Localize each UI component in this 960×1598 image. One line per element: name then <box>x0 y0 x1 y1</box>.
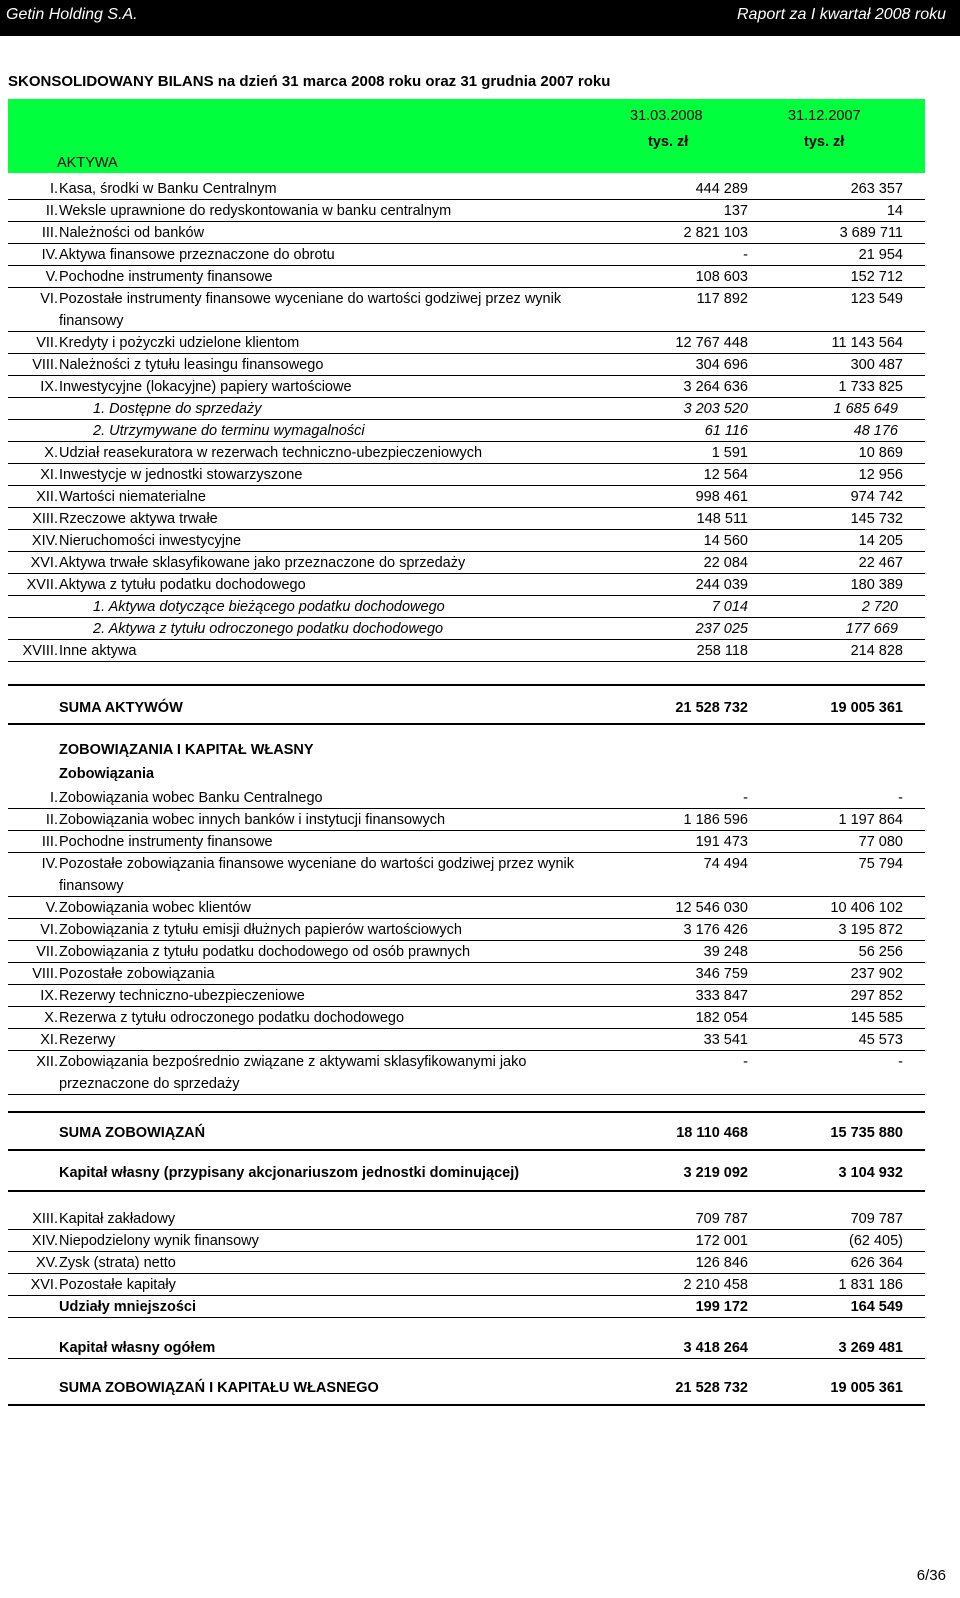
row-number: XIV. <box>31 1233 58 1249</box>
row-value-2007: 152 712 <box>850 269 903 285</box>
total-assets-row <box>8 697 925 719</box>
row-number: XVII. <box>26 577 58 593</box>
row-value-2008: 1 591 <box>711 445 748 461</box>
table-row <box>8 354 925 376</box>
row-label: Kapitał własny ogółem <box>59 1340 216 1356</box>
row-label: Zobowiązania z tytułu emisji dłużnych papierów wartościowych <box>59 922 462 938</box>
row-value-2007: 56 256 <box>858 944 903 960</box>
row-value-2008: 137 <box>723 203 748 219</box>
row-value-2008: 3 418 264 <box>683 1340 748 1356</box>
row-label: Pochodne instrumenty finansowe <box>59 269 273 285</box>
row-value-2007: - <box>898 790 903 806</box>
row-number: VII. <box>36 944 58 960</box>
row-value-2008: 172 001 <box>695 1233 748 1249</box>
row-value-2008: 182 054 <box>695 1010 748 1026</box>
row-label: Inne aktywa <box>59 643 137 659</box>
row-value-2007: 2 720 <box>861 599 898 615</box>
page-title: SKONSOLIDOWANY BILANS na dzień 31 marca 2008 roku oraz 31 grudnia 2007 roku <box>8 73 611 90</box>
table-row <box>8 464 925 486</box>
row-number: XIII. <box>32 1211 58 1227</box>
row-value-2008: 12 564 <box>703 467 748 483</box>
table-row <box>8 787 925 809</box>
table-row <box>8 941 925 963</box>
row-value-2008: 3 203 520 <box>683 401 748 417</box>
separator <box>8 1190 925 1192</box>
table-row <box>8 831 925 853</box>
table-row <box>8 420 925 442</box>
table-row <box>8 244 925 266</box>
row-number: X. <box>44 1010 58 1026</box>
row-label: Zobowiązania z tytułu podatku dochodowego od osób prawnych <box>59 944 471 960</box>
row-value-2007: 14 205 <box>858 533 903 549</box>
row-label: Pozostałe kapitały <box>59 1277 176 1293</box>
row-label: 2. Utrzymywane do terminu wymagalności <box>93 423 365 439</box>
row-value-2007: 164 549 <box>850 1299 903 1315</box>
row-value-2008: 199 172 <box>695 1299 748 1315</box>
table-row <box>8 486 925 508</box>
row-label: 2. Aktywa z tytułu odroczonego podatku dochodowego <box>93 621 444 637</box>
row-number: IV. <box>41 856 58 872</box>
row-number: I. <box>49 790 58 806</box>
row-value-2007: 123 549 <box>850 291 903 307</box>
row-label: Rzeczowe aktywa trwałe <box>59 511 218 527</box>
row-number: IX. <box>40 988 58 1004</box>
row-number: XVI. <box>30 1277 58 1293</box>
row-label: Wartości niematerialne <box>59 489 206 505</box>
table-row <box>8 508 925 530</box>
row-label: Weksle uprawnione do redyskontowania w banku centralnym <box>59 203 452 219</box>
row-value-2008: 333 847 <box>695 988 748 1004</box>
table-row <box>8 288 925 332</box>
row-number: XIV. <box>31 533 58 549</box>
table-row <box>8 266 925 288</box>
row-label: Udziały mniejszości <box>59 1299 196 1315</box>
row-number: IX. <box>40 379 58 395</box>
row-label: Kapitał własny (przypisany akcjonariuszom jednostki dominującej) <box>59 1165 520 1181</box>
table-row <box>8 919 925 941</box>
row-value-2007: 974 742 <box>850 489 903 505</box>
row-value-2007: 45 573 <box>858 1032 903 1048</box>
row-value-2008: 14 560 <box>703 533 748 549</box>
row-number: XII. <box>36 489 58 505</box>
row-label: Kredyty i pożyczki udzielone klientom <box>59 335 300 351</box>
row-label: Aktywa finansowe przeznaczone do obrotu <box>59 247 335 263</box>
table-row <box>8 1252 925 1274</box>
row-value-2007: 1 733 825 <box>838 379 903 395</box>
row-number: VIII. <box>32 966 58 982</box>
row-number: II. <box>45 203 58 219</box>
row-number: VI. <box>40 922 58 938</box>
table-row <box>8 1029 925 1051</box>
row-label: Zobowiązania wobec klientów <box>59 900 251 916</box>
row-value-2007: 626 364 <box>850 1255 903 1271</box>
row-value-2007: 14 <box>886 203 903 219</box>
row-value-2007: - <box>898 1054 903 1070</box>
row-value-2008: 2 821 103 <box>683 225 748 241</box>
row-label: Inwestycje w jednostki stowarzyszone <box>59 467 303 483</box>
row-value-2007: 300 487 <box>850 357 903 373</box>
row-value-2008: 61 116 <box>704 423 748 439</box>
table-row <box>8 1051 925 1095</box>
row-value-2007: 214 828 <box>850 643 903 659</box>
row-label: Pochodne instrumenty finansowe <box>59 834 273 850</box>
row-label: 1. Aktywa dotyczące bieżącego podatku dochodowego <box>93 599 445 615</box>
row-label: Należności od banków <box>59 225 205 241</box>
row-label: Kasa, środki w Banku Centralnym <box>59 181 277 197</box>
table-row <box>8 442 925 464</box>
page-header <box>0 0 960 36</box>
table-row <box>8 596 925 618</box>
row-value-2007: 3 195 872 <box>838 922 903 938</box>
table-row <box>8 1274 925 1296</box>
separator <box>8 723 925 725</box>
row-value-2008: - <box>743 1054 748 1070</box>
row-value-2007: 12 956 <box>858 467 903 483</box>
grand-total-row <box>8 1377 925 1399</box>
row-number: X. <box>44 445 58 461</box>
row-value-2008: 3 219 092 <box>683 1165 748 1181</box>
liabilities-subheading: Zobowiązania <box>59 766 155 782</box>
equity-parent-row <box>8 1162 925 1184</box>
row-value-2007: 15 735 880 <box>830 1125 903 1141</box>
table-row <box>8 985 925 1007</box>
table-row <box>8 640 925 662</box>
company-name: Getin Holding S.A. <box>6 6 138 23</box>
row-value-2008: 148 511 <box>696 511 748 527</box>
col2-date: 31.12.2007 <box>788 108 861 124</box>
row-value-2008: 108 603 <box>695 269 748 285</box>
row-value-2007: 3 269 481 <box>838 1340 903 1356</box>
row-label: Aktywa z tytułu podatku dochodowego <box>59 577 306 593</box>
row-value-2007: 180 389 <box>850 577 903 593</box>
row-value-2007: 297 852 <box>850 988 903 1004</box>
liabilities-heading: ZOBOWIĄZANIA I KAPITAŁ WŁASNY <box>59 742 314 758</box>
row-value-2008: - <box>743 247 748 263</box>
table-row <box>8 853 925 897</box>
row-number: V. <box>45 269 58 285</box>
row-label: Rezerwy <box>59 1032 116 1048</box>
row-label: Zobowiązania wobec innych banków i instytucji finansowych <box>59 812 446 828</box>
row-label: Udział reasekuratora w rezerwach techniczno-ubezpieczeniowych <box>59 445 483 461</box>
row-number: VII. <box>36 335 58 351</box>
table-row <box>8 552 925 574</box>
row-value-2008: 21 528 732 <box>675 1380 748 1396</box>
row-value-2007: 145 585 <box>850 1010 903 1026</box>
row-label: Zobowiązania wobec Banku Centralnego <box>59 790 323 806</box>
row-number: VI. <box>40 291 58 307</box>
row-number: III. <box>41 834 58 850</box>
col2-unit: tys. zł <box>804 134 845 150</box>
separator <box>8 1111 925 1113</box>
row-label: Pozostałe zobowiązania <box>59 966 215 982</box>
separator <box>8 1149 925 1151</box>
row-value-2008: 33 541 <box>703 1032 748 1048</box>
row-value-2008: 126 846 <box>695 1255 748 1271</box>
table-row <box>8 1007 925 1029</box>
row-value-2008: 7 014 <box>711 599 748 615</box>
row-value-2008: - <box>743 790 748 806</box>
row-number: IV. <box>41 247 58 263</box>
row-number: XII. <box>36 1054 58 1070</box>
row-label: Należności z tytułu leasingu finansowego <box>59 357 324 373</box>
col1-unit: tys. zł <box>648 134 689 150</box>
row-number: XI. <box>40 1032 58 1048</box>
table-row <box>8 398 925 420</box>
row-value-2007: 48 176 <box>853 423 898 439</box>
row-value-2008: 237 025 <box>695 621 748 637</box>
row-value-2007: 177 669 <box>845 621 898 637</box>
row-number: V. <box>45 900 58 916</box>
row-label: Niepodzielony wynik finansowy <box>59 1233 259 1249</box>
row-value-2007: 1 197 864 <box>838 812 903 828</box>
col1-date: 31.03.2008 <box>630 108 703 124</box>
row-value-2008: 2 210 458 <box>683 1277 748 1293</box>
table-row <box>8 1208 925 1230</box>
row-label: Rezerwy techniczno-ubezpieczeniowe <box>59 988 305 1004</box>
table-row <box>8 222 925 244</box>
assets-heading: AKTYWA <box>57 155 118 171</box>
row-value-2008: 117 892 <box>696 291 748 307</box>
row-value-2008: 304 696 <box>695 357 748 373</box>
row-value-2007: 75 794 <box>858 856 903 872</box>
row-number: XI. <box>40 467 58 483</box>
row-value-2008: 244 039 <box>695 577 748 593</box>
row-value-2008: 12 546 030 <box>675 900 748 916</box>
row-value-2008: 3 176 426 <box>683 922 748 938</box>
row-label: Pozostałe instrumenty finansowe wyceniane do wartości godziwej przez wynik finansowy <box>59 291 562 329</box>
row-value-2007: 21 954 <box>858 247 903 263</box>
row-value-2007: (62 405) <box>848 1233 903 1249</box>
row-value-2007: 19 005 361 <box>830 700 903 716</box>
minority-row <box>8 1296 925 1318</box>
row-number: XVIII. <box>22 643 58 659</box>
table-row <box>8 963 925 985</box>
row-value-2008: 12 767 448 <box>675 335 748 351</box>
table-row <box>8 574 925 596</box>
row-value-2007: 3 104 932 <box>838 1165 903 1181</box>
row-number: XVI. <box>30 555 58 571</box>
row-label: SUMA AKTYWÓW <box>59 700 183 716</box>
row-number: III. <box>41 225 58 241</box>
row-value-2007: 3 689 711 <box>839 225 903 241</box>
row-value-2007: 19 005 361 <box>830 1380 903 1396</box>
row-value-2008: 21 528 732 <box>675 700 748 716</box>
row-value-2008: 18 110 468 <box>676 1125 748 1141</box>
table-row <box>8 376 925 398</box>
table-row <box>8 178 925 200</box>
row-value-2008: 444 289 <box>695 181 748 197</box>
row-value-2007: 1 685 649 <box>833 401 898 417</box>
row-value-2008: 39 248 <box>703 944 748 960</box>
table-row <box>8 897 925 919</box>
row-value-2007: 237 902 <box>850 966 903 982</box>
row-value-2008: 258 118 <box>696 643 748 659</box>
row-label: Rezerwa z tytułu odroczonego podatku dochodowego <box>59 1010 405 1026</box>
row-label: Pozostałe zobowiązania finansowe wyceniane do wartości godziwej przez wynik finansowy <box>59 856 575 894</box>
separator <box>8 1404 925 1406</box>
row-value-2007: 77 080 <box>858 834 903 850</box>
table-row <box>8 332 925 354</box>
row-value-2008: 22 084 <box>703 555 748 571</box>
row-label: Inwestycyjne (lokacyjne) papiery wartościowe <box>59 379 352 395</box>
row-label: Zobowiązania bezpośrednio związane z aktywami sklasyfikowanymi jako przeznaczone do sprzedaży <box>59 1054 527 1092</box>
report-name: Raport za I kwartał 2008 roku <box>737 6 946 23</box>
row-value-2008: 709 787 <box>695 1211 748 1227</box>
row-value-2008: 346 759 <box>695 966 748 982</box>
table-row <box>8 1230 925 1252</box>
row-number: XIII. <box>32 511 58 527</box>
row-number: I. <box>49 181 58 197</box>
row-label: Nieruchomości inwestycyjne <box>59 533 242 549</box>
table-row <box>8 618 925 640</box>
row-label: SUMA ZOBOWIĄZAŃ I KAPITAŁU WŁASNEGO <box>59 1380 379 1396</box>
row-value-2007: 10 406 102 <box>830 900 903 916</box>
table-row <box>8 809 925 831</box>
row-value-2007: 22 467 <box>858 555 903 571</box>
total-equity-row <box>8 1337 925 1359</box>
row-value-2008: 3 264 636 <box>683 379 748 395</box>
row-value-2008: 998 461 <box>695 489 748 505</box>
separator <box>8 684 925 686</box>
row-value-2007: 10 869 <box>858 445 903 461</box>
row-number: II. <box>45 812 58 828</box>
page-number: 6/36 <box>916 1567 946 1584</box>
row-value-2007: 709 787 <box>850 1211 903 1227</box>
row-value-2008: 74 494 <box>703 856 748 872</box>
row-label: SUMA ZOBOWIĄZAŃ <box>59 1125 206 1141</box>
row-value-2008: 1 186 596 <box>683 812 748 828</box>
row-value-2007: 145 732 <box>850 511 903 527</box>
row-label: Zysk (strata) netto <box>59 1255 176 1271</box>
row-label: Kapitał zakładowy <box>59 1211 176 1227</box>
table-row <box>8 200 925 222</box>
row-value-2008: 191 473 <box>695 834 748 850</box>
table-row <box>8 530 925 552</box>
total-liabilities-row <box>8 1122 925 1144</box>
row-label: 1. Dostępne do sprzedaży <box>93 401 262 417</box>
row-number: XV. <box>35 1255 58 1271</box>
row-number: VIII. <box>32 357 58 373</box>
row-label: Aktywa trwałe sklasyfikowane jako przeznaczone do sprzedaży <box>59 555 466 571</box>
row-value-2007: 1 831 186 <box>838 1277 903 1293</box>
row-value-2007: 263 357 <box>850 181 903 197</box>
row-value-2007: 11 143 564 <box>831 335 903 351</box>
